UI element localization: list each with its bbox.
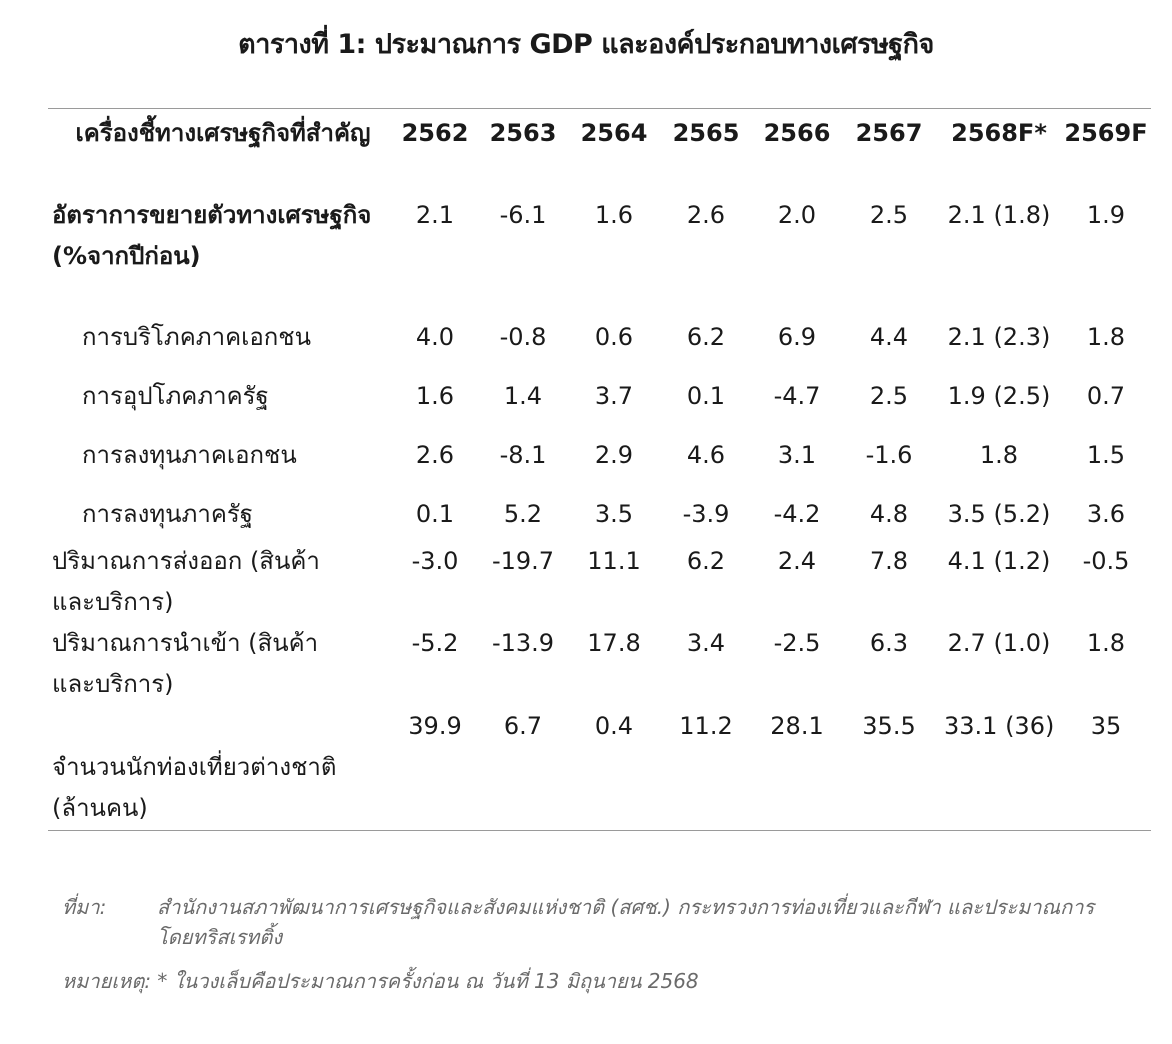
row-label: การลงทุนภาคเอกชน [82, 441, 297, 469]
row-label: อัตราการขยายตัวทางเศรษฐกิจ (%จากปีก่อน) [52, 201, 372, 270]
source-label: ที่มา: [62, 895, 107, 919]
table-cell: 0.7 [1086, 382, 1126, 410]
table-cell: 2.0 [777, 201, 817, 229]
row-label: การลงทุนภาครัฐ [82, 500, 254, 528]
column-header-year: 2564 [580, 119, 648, 147]
column-header-year: 2562 [401, 119, 469, 147]
table-cell: 5.2 [503, 500, 543, 528]
table-cell: 35.5 [862, 712, 916, 740]
table-cell: -6.1 [499, 201, 547, 229]
table-cell: 6.9 [777, 323, 817, 351]
note-text: หมายเหตุ: * ในวงเล็บคือประมาณการครั้งก่อน ณ วันที่ 13 มิถุนายน 2568 [62, 969, 699, 993]
table-cell: 33.1 (36) [944, 712, 1055, 740]
source-text: สำนักงานสภาพัฒนาการเศรษฐกิจและสังคมแห่งชาติ (สศช.) กระทรวงการท่องเที่ยวและกีฬา และประมาณการโดยทริสเรทติ้ง [157, 895, 1095, 949]
table-cell: 3.4 [686, 629, 726, 657]
table-cell: 0.6 [594, 323, 634, 351]
row-label: การบริโภคภาคเอกชน [82, 323, 311, 351]
table-cell: 1.6 [594, 201, 634, 229]
table-cell: 2.1 (2.3) [947, 323, 1051, 351]
table-cell: 1.5 [1086, 441, 1126, 469]
table-cell: 6.7 [503, 712, 543, 740]
table-cell: -3.9 [682, 500, 730, 528]
table-cell: 28.1 [770, 712, 824, 740]
table-cell: 2.7 (1.0) [947, 629, 1051, 657]
table-cell: 2.5 [869, 382, 909, 410]
row-label: การอุปโภคภาครัฐ [82, 382, 269, 410]
table-cell: 1.8 [1086, 629, 1126, 657]
table-cell: 1.8 [1086, 323, 1126, 351]
table-cell: -19.7 [491, 547, 555, 575]
table-cell: -0.8 [499, 323, 547, 351]
table-cell: 2.5 [869, 201, 909, 229]
table-cell: 11.2 [679, 712, 733, 740]
table-cell: 1.9 (2.5) [947, 382, 1051, 410]
row-label: จำนวนนักท่องเที่ยวต่างชาติ (ล้านคน) [52, 753, 337, 822]
table-cell: 7.8 [869, 547, 909, 575]
table-cell: 39.9 [408, 712, 462, 740]
table-cell: 0.1 [415, 500, 455, 528]
table-top-rule [48, 108, 1151, 109]
table-cell: 6.2 [686, 547, 726, 575]
table-cell: -5.2 [411, 629, 459, 657]
table-cell: -3.0 [411, 547, 459, 575]
table-cell: 1.6 [415, 382, 455, 410]
table-cell: 2.6 [686, 201, 726, 229]
table-cell: 4.0 [415, 323, 455, 351]
table-cell: 2.1 (1.8) [947, 201, 1051, 229]
table-cell: 17.8 [587, 629, 641, 657]
column-header-year: 2567 [855, 119, 923, 147]
table-cell: 6.3 [869, 629, 909, 657]
table-cell: 2.9 [594, 441, 634, 469]
table-cell: -13.9 [491, 629, 555, 657]
table-cell: 2.4 [777, 547, 817, 575]
table-cell: 3.5 [594, 500, 634, 528]
table-bottom-rule [48, 830, 1151, 831]
table-cell: 3.1 [777, 441, 817, 469]
table-cell: 2.1 [415, 201, 455, 229]
table-cell: 4.8 [869, 500, 909, 528]
column-header-indicator: เครื่องชี้ทางเศรษฐกิจที่สำคัญ [75, 119, 371, 147]
table-cell: 3.6 [1086, 500, 1126, 528]
table-cell: 1.4 [503, 382, 543, 410]
table-cell: 3.5 (5.2) [947, 500, 1051, 528]
column-header-year: 2568F* [951, 119, 1047, 147]
column-header-year: 2565 [672, 119, 740, 147]
table-cell: 35 [1090, 712, 1122, 740]
table-cell: 4.1 (1.2) [947, 547, 1051, 575]
table-cell: 1.8 [979, 441, 1019, 469]
table-cell: 4.4 [869, 323, 909, 351]
column-header-year: 2563 [489, 119, 557, 147]
table-cell: 1.9 [1086, 201, 1126, 229]
table-cell: -2.5 [773, 629, 821, 657]
table-cell: 0.4 [594, 712, 634, 740]
table-cell: 0.1 [686, 382, 726, 410]
table-cell: -1.6 [865, 441, 913, 469]
table-cell: 4.6 [686, 441, 726, 469]
table-cell: -4.7 [773, 382, 821, 410]
table-cell: 3.7 [594, 382, 634, 410]
column-header-year: 2566 [763, 119, 831, 147]
table-cell: -4.2 [773, 500, 821, 528]
table-cell: 11.1 [587, 547, 641, 575]
table-cell: -8.1 [499, 441, 547, 469]
table-cell: 2.6 [415, 441, 455, 469]
column-header-year: 2569F [1064, 119, 1148, 147]
table-cell: -0.5 [1082, 547, 1130, 575]
table-title: ตารางที่ 1: ประมาณการ GDP และองค์ประกอบทางเศรษฐกิจ [238, 29, 934, 60]
row-label: ปริมาณการส่งออก (สินค้าและบริการ) [52, 547, 320, 616]
table-cell: 6.2 [686, 323, 726, 351]
row-label: ปริมาณการนำเข้า (สินค้าและบริการ) [52, 629, 319, 698]
